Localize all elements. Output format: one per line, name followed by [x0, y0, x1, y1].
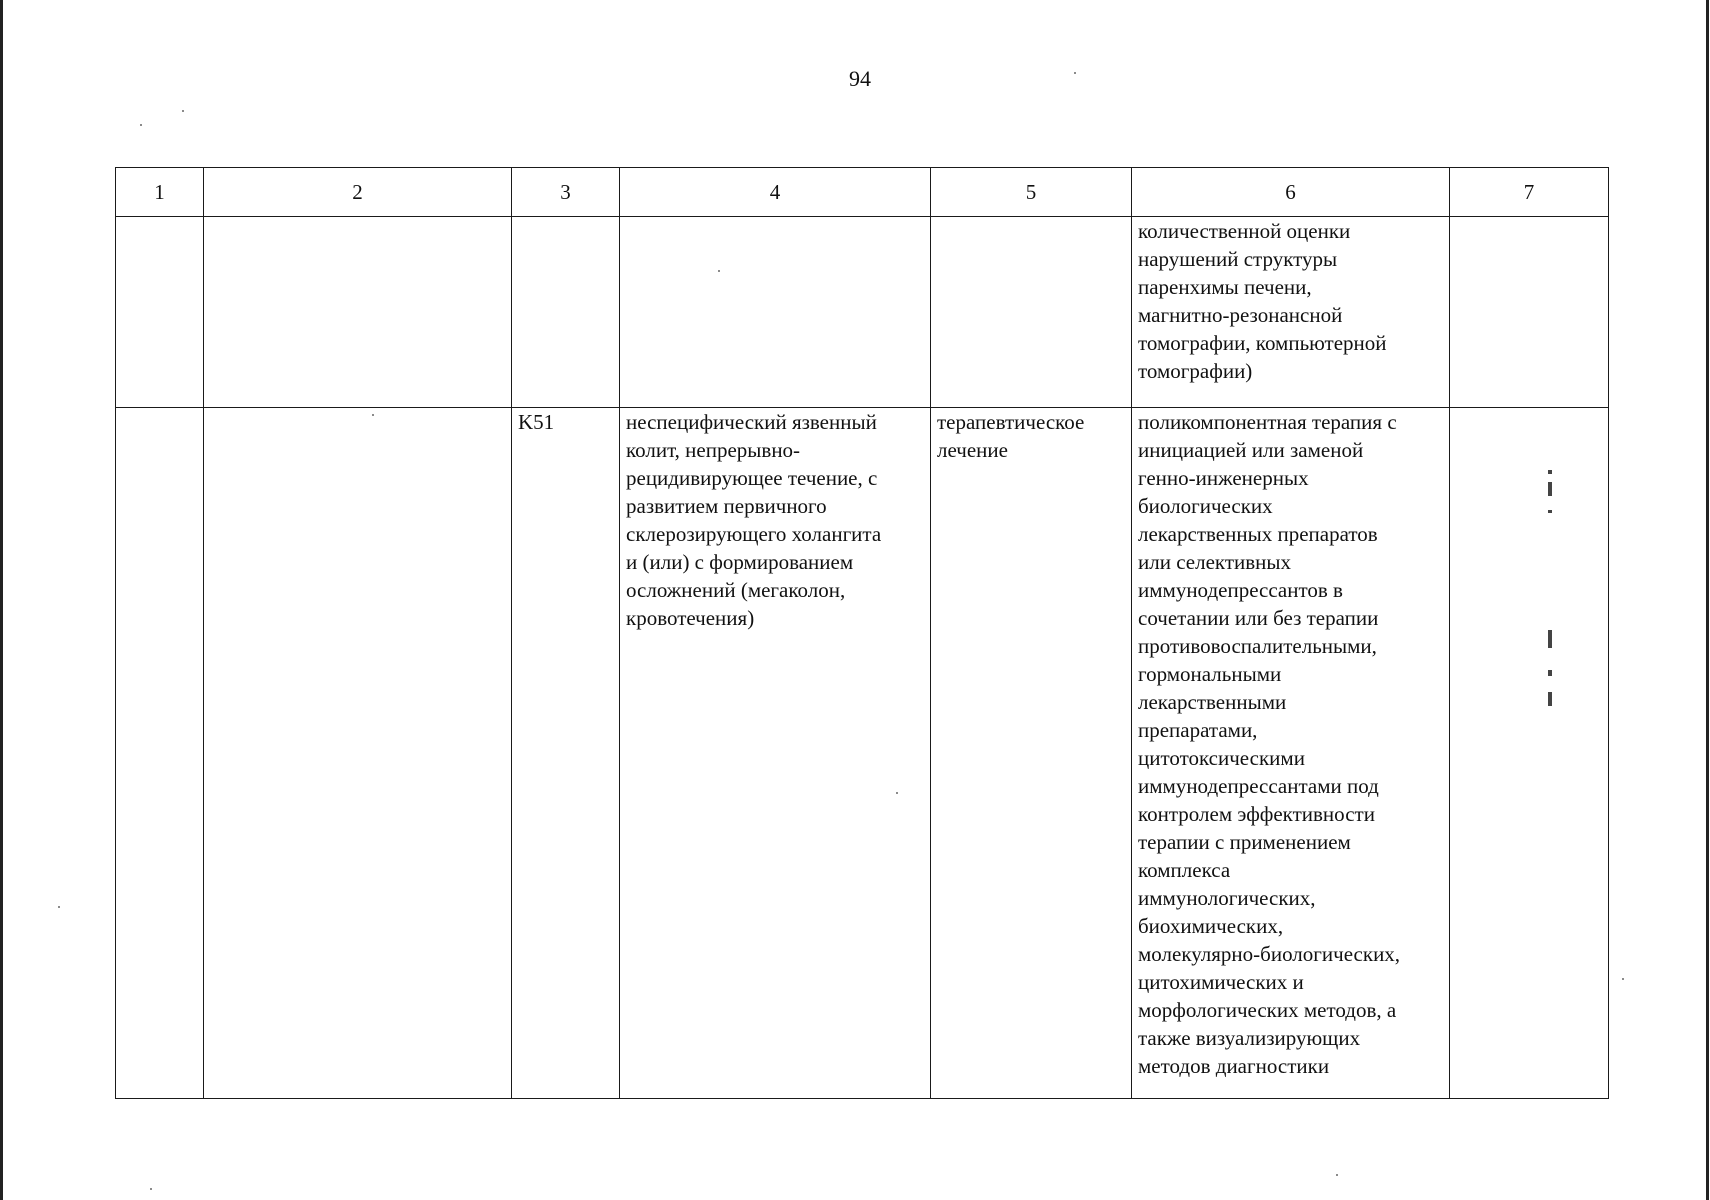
column-header-7: 7 — [1450, 168, 1609, 217]
text-line: биологических — [1138, 494, 1273, 518]
text-line: генно-инженерных — [1138, 466, 1309, 490]
icd-code-cell: K51 — [512, 408, 620, 1099]
table-cell — [931, 217, 1132, 408]
text-line: иммунодепрессантами под — [1138, 774, 1379, 798]
text-line: цитотоксическими — [1138, 746, 1305, 770]
header-row — [116, 168, 1609, 217]
page-number: 94 — [849, 66, 871, 91]
text-line: инициацией или заменой — [1138, 438, 1364, 462]
text-line: магнитно-резонансной — [1138, 303, 1343, 327]
table-cell — [620, 217, 931, 408]
scan-speck — [718, 270, 720, 272]
text-line: комплекса — [1138, 858, 1231, 882]
table-cell — [1450, 408, 1609, 1099]
table-row-continuation — [116, 217, 1609, 408]
text-line: рецидивирующее течение, с — [626, 466, 878, 490]
text-line: лечение — [937, 438, 1008, 462]
text-line: колит, непрерывно- — [626, 438, 801, 462]
text-line: лекарственными — [1138, 690, 1287, 714]
scan-speck — [896, 792, 898, 794]
treatment-method-cell — [1132, 408, 1450, 1099]
text-line: препаратами, — [1138, 718, 1258, 742]
scan-speck — [140, 124, 142, 126]
column-header-5: 5 — [931, 168, 1132, 217]
table-cell — [116, 408, 204, 1099]
scan-speck — [1336, 1174, 1338, 1176]
text-line: биохимических, — [1138, 914, 1284, 938]
text-line: паренхимы печени, — [1138, 275, 1312, 299]
scan-speck — [58, 906, 60, 908]
table-cell-methods-continued — [1132, 217, 1450, 408]
column-header-6: 6 — [1132, 168, 1450, 217]
scan-speck — [150, 1188, 152, 1190]
text-line: или селективных — [1138, 550, 1292, 574]
table-cell — [204, 408, 512, 1099]
column-header-3: 3 — [512, 168, 620, 217]
text-line: гормональными — [1138, 662, 1282, 686]
text-line: количественной оценки — [1138, 219, 1351, 243]
text-line: поликомпонентная терапия с — [1138, 410, 1397, 434]
scan-speck — [182, 110, 184, 112]
text-line: и (или) с формированием — [626, 550, 854, 574]
table-cell — [512, 217, 620, 408]
scan-edge-right — [1706, 0, 1709, 1200]
text-line: неспецифический язвенный — [626, 410, 877, 434]
text-line: цитохимических и — [1138, 970, 1304, 994]
text-line: методов диагностики — [1138, 1054, 1330, 1078]
treatment-table — [115, 167, 1609, 1099]
column-header-1: 1 — [116, 168, 204, 217]
scan-speck — [1074, 72, 1076, 74]
column-header-2: 2 — [204, 168, 512, 217]
table-cell — [1450, 217, 1609, 408]
text-line: иммунологических, — [1138, 886, 1316, 910]
text-line: томографии) — [1138, 359, 1253, 383]
scan-speck — [1622, 978, 1624, 980]
table-cell — [116, 217, 204, 408]
text-line: молекулярно-биологических, — [1138, 942, 1401, 966]
text-line: контролем эффективности — [1138, 802, 1375, 826]
text-line: иммунодепрессантов в — [1138, 578, 1343, 602]
scan-speck — [372, 414, 374, 416]
text-line: также визуализирующих — [1138, 1026, 1361, 1050]
text-line: развитием первичного — [626, 494, 827, 518]
text-line: томографии, компьютерной — [1138, 331, 1387, 355]
text-line: сочетании или без терапии — [1138, 606, 1379, 630]
text-line: терапевтическое — [937, 410, 1085, 434]
text-line: осложнений (мегаколон, — [626, 578, 846, 602]
table-row-k51 — [116, 408, 1609, 1099]
text-line: терапии с применением — [1138, 830, 1351, 854]
treatment-type-cell — [931, 408, 1132, 1099]
text-line: склерозирующего холангита — [626, 522, 882, 546]
scan-edge-left — [0, 0, 3, 1200]
text-line: морфологических методов, а — [1138, 998, 1397, 1022]
diagnosis-cell — [620, 408, 931, 1099]
text-line: противовоспалительными, — [1138, 634, 1377, 658]
text-line: кровотечения) — [626, 606, 755, 630]
text-line: лекарственных препаратов — [1138, 522, 1378, 546]
scan-artifact-marks — [1544, 470, 1558, 730]
text-line: нарушений структуры — [1138, 247, 1338, 271]
column-header-4: 4 — [620, 168, 931, 217]
table-cell — [204, 217, 512, 408]
